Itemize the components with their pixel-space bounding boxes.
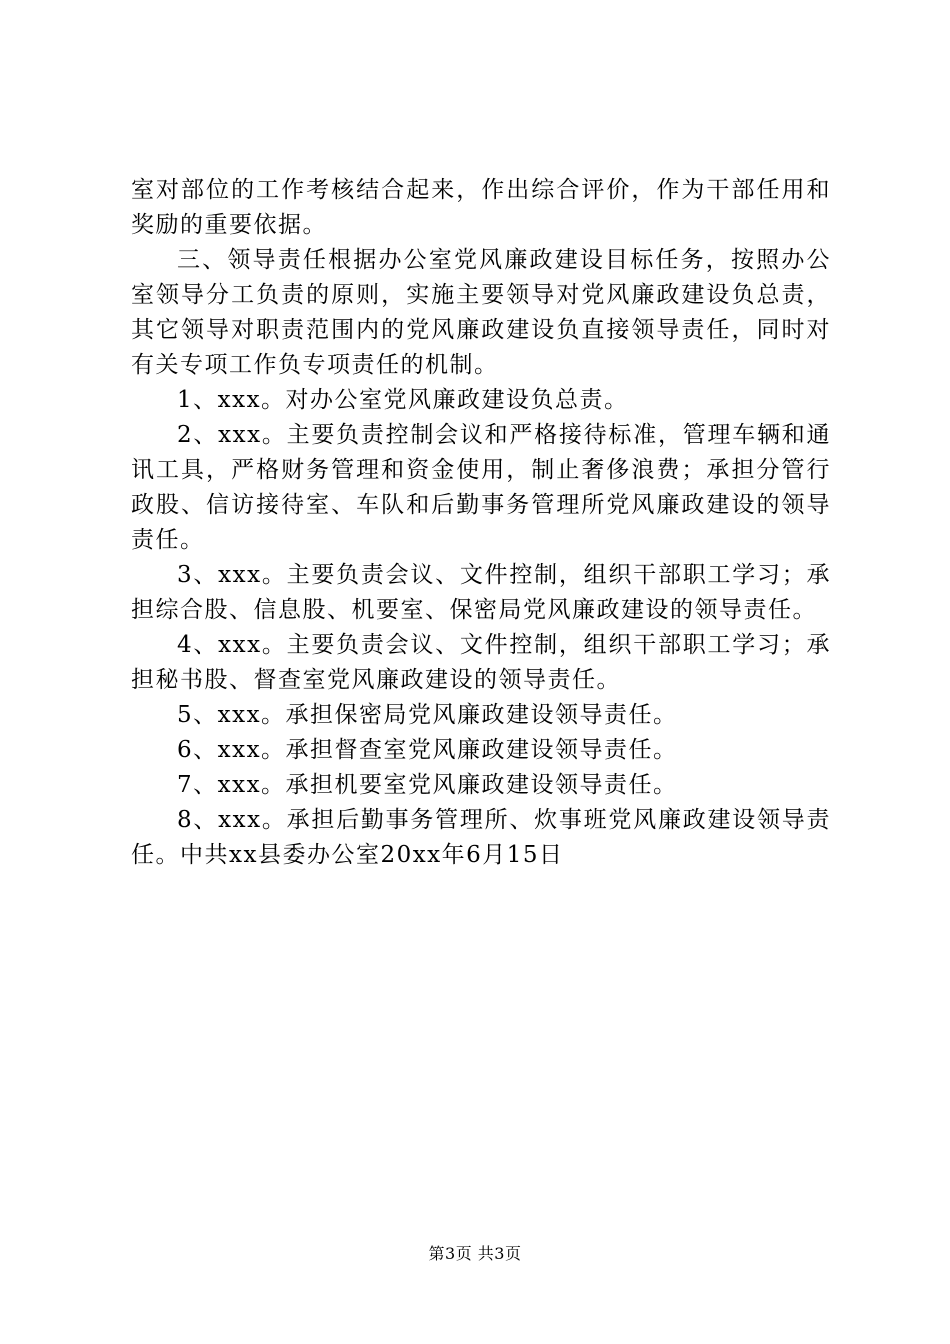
paragraph-item-2: 2、xxx。主要负责控制会议和严格接待标准，管理车辆和通讯工具，严格财务管理和资金使用，制止奢侈浪费；承担分管行政股、信访接待室、车队和后勤事务管理所党风廉政建设的领导责任。 bbox=[131, 422, 831, 553]
page-number-footer: 第3页 共3页 bbox=[428, 1244, 522, 1263]
paragraph-item-7: 7、xxx。承担机要室党风廉政建设领导责任。 bbox=[177, 772, 678, 798]
paragraph-item-8: 8、xxx。承担后勤事务管理所、炊事班党风廉政建设领导责任。中共xx县委办公室20xx年6月15日 bbox=[131, 807, 831, 868]
document-body bbox=[131, 173, 831, 873]
paragraph-leadership-responsibility: 三、领导责任根据办公室党风廉政建设目标任务，按照办公室领导分工负责的原则，实施主要领导对党风廉政建设负总责，其它领导对职责范围内的党风廉政建设负直接领导责任，同时对有关专项工作负专项责任的机制。 bbox=[131, 247, 831, 378]
paragraph-continuation: 室对部位的工作考核结合起来，作出综合评价，作为干部任用和奖励的重要依据。 bbox=[131, 177, 831, 238]
paragraph-item-3: 3、xxx。主要负责会议、文件控制，组织干部职工学习；承担综合股、信息股、机要室、保密局党风廉政建设的领导责任。 bbox=[131, 562, 831, 623]
paragraph-item-6: 6、xxx。承担督查室党风廉政建设领导责任。 bbox=[177, 737, 678, 763]
paragraph-item-1: 1、xxx。对办公室党风廉政建设负总责。 bbox=[177, 387, 629, 413]
paragraph-item-5: 5、xxx。承担保密局党风廉政建设领导责任。 bbox=[177, 702, 678, 728]
paragraph-item-4: 4、xxx。主要负责会议、文件控制，组织干部职工学习；承担秘书股、督查室党风廉政建设的领导责任。 bbox=[131, 632, 831, 693]
